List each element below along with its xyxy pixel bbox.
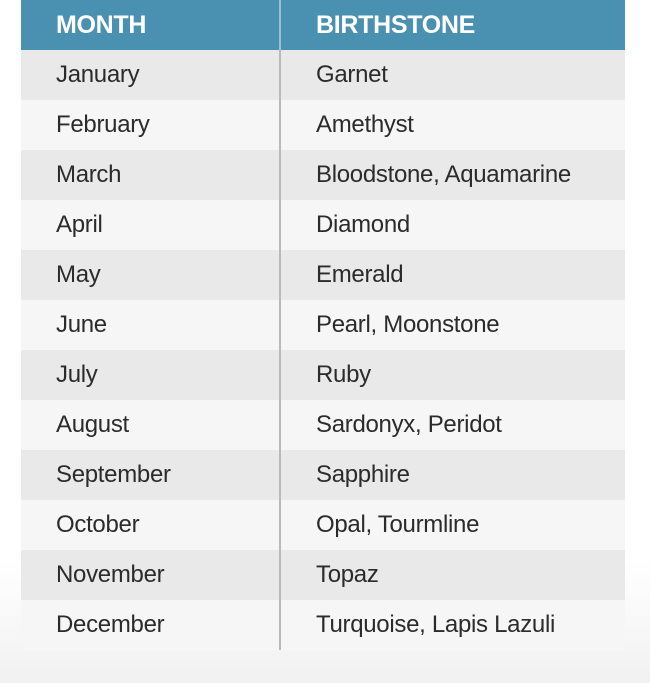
month-cell: July: [21, 350, 280, 400]
table-row: [21, 500, 625, 550]
birthstone-cell: Sardonyx, Peridot: [280, 400, 625, 450]
table-row: [21, 100, 625, 150]
header-birthstone: BIRTHSTONE: [280, 0, 625, 50]
birthstone-cell: Garnet: [280, 50, 625, 100]
month-cell: February: [21, 100, 280, 150]
table-row: [21, 400, 625, 450]
birthstone-cell: Pearl, Moonstone: [280, 300, 625, 350]
month-cell: December: [21, 600, 280, 650]
birthstone-cell: Bloodstone, Aquamarine: [280, 150, 625, 200]
birthstone-table-container: [21, 0, 625, 650]
header-month: MONTH: [21, 0, 280, 50]
month-cell: November: [21, 550, 280, 600]
birthstone-cell: Opal, Tourmline: [280, 500, 625, 550]
table-row: [21, 250, 625, 300]
birthstone-cell: Amethyst: [280, 100, 625, 150]
table-row: [21, 550, 625, 600]
table-row: [21, 50, 625, 100]
header-row: [21, 0, 625, 50]
table-row: [21, 600, 625, 650]
birthstone-table: [21, 0, 625, 650]
table-row: [21, 450, 625, 500]
table-row: [21, 350, 625, 400]
birthstone-cell: Topaz: [280, 550, 625, 600]
month-cell: March: [21, 150, 280, 200]
table-header: [21, 0, 625, 50]
birthstone-cell: Sapphire: [280, 450, 625, 500]
birthstone-cell: Ruby: [280, 350, 625, 400]
month-cell: May: [21, 250, 280, 300]
month-cell: October: [21, 500, 280, 550]
birthstone-cell: Turquoise, Lapis Lazuli: [280, 600, 625, 650]
birthstone-cell: Diamond: [280, 200, 625, 250]
table-row: [21, 300, 625, 350]
month-cell: September: [21, 450, 280, 500]
table-body: [21, 50, 625, 650]
table-row: [21, 150, 625, 200]
birthstone-cell: Emerald: [280, 250, 625, 300]
month-cell: June: [21, 300, 280, 350]
month-cell: January: [21, 50, 280, 100]
month-cell: August: [21, 400, 280, 450]
month-cell: April: [21, 200, 280, 250]
table-row: [21, 200, 625, 250]
